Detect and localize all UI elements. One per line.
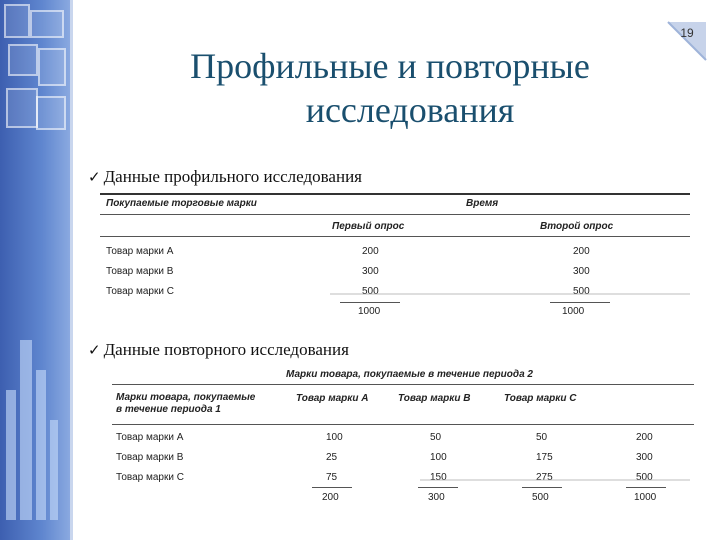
scan-smudge	[330, 293, 690, 295]
table2-sum-rule	[626, 487, 666, 488]
table2-cell: 50	[536, 432, 548, 443]
bullet-profile	[88, 167, 362, 187]
bullet-profile-text: Данные профильного исследования	[103, 167, 362, 186]
table2-sum-rule	[522, 487, 562, 488]
table2-cell: 200	[636, 432, 653, 443]
sidebar-tile	[38, 48, 66, 86]
table1-col-first: Первый опрос	[332, 221, 405, 232]
title-line-1: Профильные и повторные	[190, 46, 590, 86]
sidebar-bar	[20, 340, 32, 520]
table1-cell: 200	[573, 246, 590, 257]
table2-cell: 275	[536, 472, 553, 483]
page-number: 19	[680, 26, 694, 40]
sidebar-tile	[6, 88, 38, 128]
table2-row-label: Товар марки А	[116, 432, 184, 443]
table2-col-a: Товар марки А	[296, 393, 369, 404]
checkmark-icon: ✓	[88, 341, 101, 359]
bullet-repeat-text: Данные повторного исследования	[103, 340, 349, 359]
table2-cell: 50	[430, 432, 442, 443]
table2-rule	[112, 384, 694, 385]
table1-cell: 200	[362, 246, 379, 257]
sidebar-tile	[30, 10, 64, 38]
table2-total: 300	[428, 492, 445, 503]
table2-cell: 300	[636, 452, 653, 463]
sidebar-tile	[36, 96, 66, 130]
sidebar-divider	[70, 0, 73, 540]
table1-cell: 300	[573, 266, 590, 277]
table1-row-label: Товар марки В	[106, 266, 174, 277]
table2-total: 500	[532, 492, 549, 503]
table2-col-c: Товар марки С	[504, 393, 577, 404]
table2-total: 200	[322, 492, 339, 503]
table1-cell: 500	[573, 286, 590, 297]
table1-rule	[100, 214, 690, 215]
table2-header-top: Марки товара, покупаемые в течение периода 2	[286, 369, 533, 380]
table1-total: 1000	[358, 306, 381, 317]
table2-header-left-2: в течение периода 1	[116, 404, 221, 415]
table2-cell: 75	[326, 472, 338, 483]
sidebar-bar	[50, 420, 58, 520]
table1-cell: 300	[362, 266, 379, 277]
sidebar-bar	[36, 370, 46, 520]
table2-col-b: Товар марки В	[398, 393, 471, 404]
table1-cell: 500	[362, 286, 379, 297]
table1-rule	[100, 236, 690, 237]
table2-sum-rule	[312, 487, 352, 488]
table1-row-label: Товар марки С	[106, 286, 174, 297]
scan-smudge	[420, 479, 690, 481]
page-badge-icon	[664, 18, 710, 64]
sidebar-tile	[4, 4, 30, 38]
sidebar-tile	[8, 44, 38, 76]
title-line-2: исследования	[305, 90, 515, 130]
table1-header-brands: Покупаемые торговые марки	[106, 198, 257, 209]
table2-row-label: Товар марки В	[116, 452, 184, 463]
table1-total: 1000	[562, 306, 585, 317]
table1-top-rule	[100, 193, 690, 195]
slide-title	[130, 44, 650, 132]
table2-cell: 100	[326, 432, 343, 443]
table2-header-left-1: Марки товара, покупаемые	[116, 392, 256, 403]
table2-cell: 175	[536, 452, 553, 463]
table1-col-second: Второй опрос	[540, 221, 614, 232]
table2-total: 1000	[634, 492, 657, 503]
table2-cell: 25	[326, 452, 338, 463]
table1-sum-rule	[550, 302, 610, 303]
table2-sum-rule	[418, 487, 458, 488]
table1-sum-rule	[340, 302, 400, 303]
table2-cell: 150	[430, 472, 447, 483]
table2-cell: 500	[636, 472, 653, 483]
checkmark-icon: ✓	[88, 168, 101, 186]
bullet-repeat	[88, 340, 349, 360]
table2-row-label: Товар марки С	[116, 472, 184, 483]
table2-rule	[112, 424, 694, 425]
table2-cell: 100	[430, 452, 447, 463]
decorative-sidebar	[0, 0, 70, 540]
table1-row-label: Товар марки А	[106, 246, 174, 257]
table1-header-time: Время	[466, 198, 499, 209]
sidebar-bar	[6, 390, 16, 520]
